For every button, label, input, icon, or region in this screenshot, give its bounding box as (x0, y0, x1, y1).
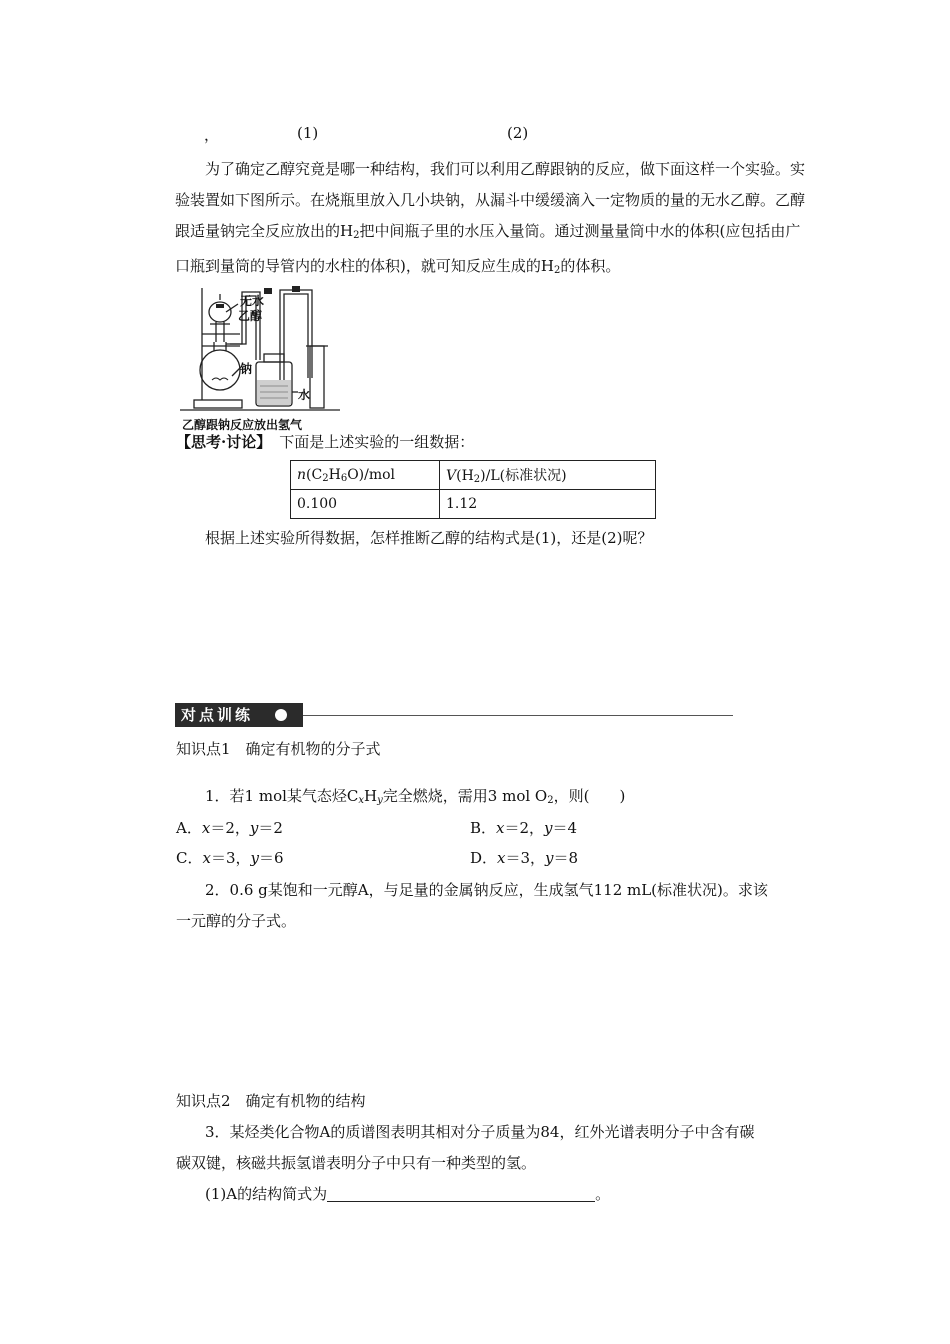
banner-dot-icon (275, 709, 287, 721)
label-sodium: 钠 (240, 362, 253, 376)
banner-title: 对点训练 (175, 703, 303, 727)
discussion-text: 下面是上述实验的一组数据： (279, 433, 475, 451)
discussion-question: 根据上述实验所得数据，怎样推断乙醇的结构式是(1)，还是(2)呢？ (205, 529, 653, 547)
structure-label-2: (2) (507, 124, 529, 142)
answer-blank[interactable] (327, 1185, 595, 1202)
question-3-part1: (1)A的结构简式为 。 (205, 1185, 611, 1203)
label-water: 水 (298, 388, 311, 402)
table-row (291, 490, 656, 519)
question-2-line1: 2．0.6 g某饱和一元醇A，与足量的金属钠反应，生成氢气112 mL(标准状况)。求该 (205, 881, 768, 899)
banner-rule (303, 715, 733, 716)
kp2-title: 知识点2 确定有机物的结构 (176, 1092, 366, 1110)
question-1: 1．若1 mol某气态烃$C_xH_y$完全燃烧，需用3 mol $O_2$，则( ) (205, 787, 626, 806)
question-3-line2: 碳双键，核磁共振氢谱表明分子中只有一种类型的氢。 (176, 1154, 537, 1172)
question-2-line2: 一元醇的分子式。 (176, 912, 297, 930)
option-b: B．x＝2，y＝4 (470, 819, 578, 837)
table-cell-amount: 0.100 (291, 490, 440, 519)
structure-label-1: (1) (297, 124, 319, 142)
kp1-title: 知识点1 确定有机物的分子式 (176, 740, 381, 758)
stray-comma: ， (204, 126, 220, 144)
option-a: A．x＝2，y＝2 (176, 819, 283, 837)
table-header-volume: $V(H_2)/L$(标准状况) (440, 461, 656, 490)
table-header-amount: $n(C_2H_6O)$/mol (291, 461, 440, 490)
intro-paragraph: 为了确定乙醇究竟是哪一种结构，我们可以利用乙醇跟钠的反应，做下面这样一个实验。实验装置如下图所示。在烧瓶里放入几小块钠，从漏斗中缓缓滴入一定物质的量的无水乙醇。乙醇跟适量钠完全反应放出的$H_2$把中间瓶子里的水压入量筒。通过测量量筒中水的体积(应包括由广口瓶到量筒的导管内的水柱的体积)，就可知反应生成的$H_2$的体积。 (175, 160, 806, 276)
discussion-heading: 【思考·讨论】 (176, 433, 272, 451)
apparatus-figure (180, 282, 345, 432)
data-table (290, 460, 656, 519)
option-d: D．x＝3，y＝8 (470, 849, 579, 867)
option-c: C．x＝3，y＝6 (176, 849, 284, 867)
label-anhydrous-1: 无水 (240, 294, 265, 308)
label-anhydrous-2: 乙醇 (238, 309, 263, 323)
table-cell-volume: 1.12 (440, 490, 656, 519)
discussion-line (176, 431, 474, 452)
question-3-line1: 3．某烃类化合物A的质谱图表明其相对分子质量为84，红外光谱表明分子中含有碳 (205, 1123, 755, 1141)
figure-caption: 乙醇跟钠反应放出氢气 (182, 418, 303, 432)
table-row (291, 461, 656, 490)
